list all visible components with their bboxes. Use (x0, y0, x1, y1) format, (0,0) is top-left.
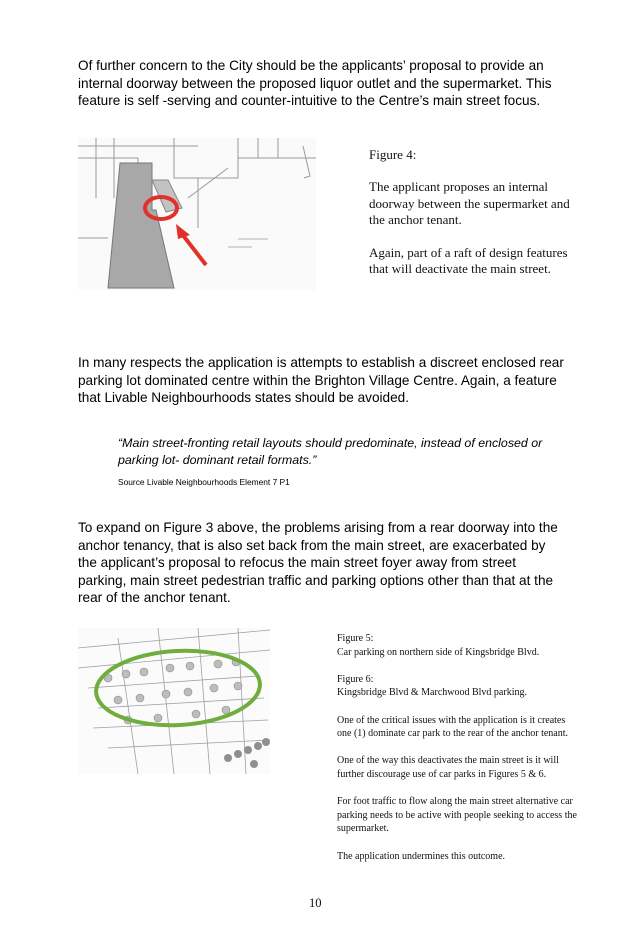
foot-traffic-text: For foot traffic to flow along the main street alternative car parking needs to be active with people seeking to access the supermarket. (337, 796, 577, 835)
paragraph-figure-3-expansion: To expand on Figure 3 above, the problems arising from a rear doorway into the anchor tenancy, that is also set back from the main street, are exacerbated by the applicant’s proposal to refocus the main street foyer away from street parking, main street pedestrian traffic and parking options other than that at the rear of the anchor tenant. (78, 520, 558, 606)
figure-6-title: Figure 6: (337, 673, 374, 685)
figure-4-text-doorway: The applicant proposes an internal doorway between the supermarket and the anchor tenant. (369, 179, 570, 228)
critical-issue-text: One of the critical issues with the application is it creates one (1) dominate car park to the rear of the anchor tenant. (337, 714, 569, 740)
figure-5-aerial-parking-plan (78, 628, 270, 774)
undermines-outcome-text: The application undermines this outcome. (337, 850, 506, 862)
paragraph-doorway-concern: Of further concern to the City should be the applicants’ proposal to provide an internal doorway between the proposed liquor outlet and the supermarket. This feature is self -serving and counter-intuitive to the Centre’s main street focus. (78, 58, 552, 109)
livable-neighbourhoods-quote: “Main street-fronting retail layouts should predominate, instead of enclosed or parking lot- dominant retail formats.” (118, 436, 543, 467)
deactivation-text: One of the way this deactivates the main street is it will further discourage use of car parks in Figures 5 & 6. (337, 755, 559, 780)
figure-4-text-deactivate: Again, part of a raft of design features that will deactivate the main street. (369, 244, 568, 277)
figure-5-text: Car parking on northern side of Kingsbridge Blvd. (337, 646, 540, 658)
figure-5-block (337, 632, 577, 659)
figure-4-title: Figure 4: (369, 147, 417, 162)
figure-5-6-caption (337, 632, 577, 877)
figure-6-text: Kingsbridge Blvd & Marchwood Blvd parking. (337, 687, 527, 699)
figure-4-site-plan (78, 138, 316, 290)
page-number: 10 (309, 896, 322, 910)
quote-source: Source Livable Neighbourhoods Element 7 P1 (118, 477, 290, 487)
figure-5-title: Figure 5: (337, 633, 374, 644)
paragraph-rear-parking: In many respects the application is attempts to establish a discreet enclosed rear parking lot dominated centre within the Brighton Village Centre. Again, a feature that Livable Neighbourhoods states should be avoided. (78, 355, 564, 406)
figure-6-block (337, 673, 577, 700)
figure-4-caption (369, 147, 574, 293)
